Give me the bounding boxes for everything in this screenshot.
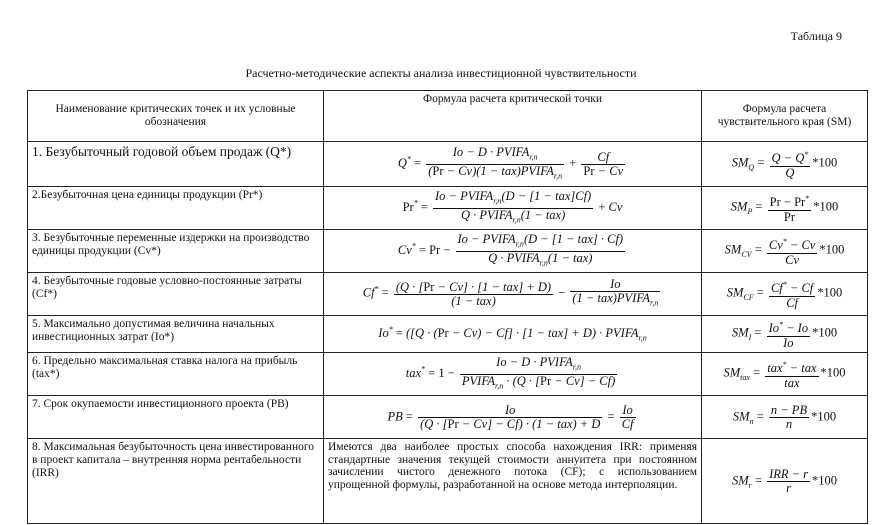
- formula-tax: tax* = 1 − $Io - D \cdot PVIFA_{r,n}$ $PVIFA_{r,n} \cdot (Q \cdot [Pr - Cv] - Cf)$: [324, 353, 702, 396]
- sm-tax: $SM_{tax}$ = tax* − tax tax *100: [702, 353, 868, 396]
- table-row: [28, 439, 868, 524]
- sm-cv: $SM_{CV}$ = $\frac{Cv^* - Cv}{Cv}$ *100: [702, 230, 868, 273]
- header-name: Наименование критических точек и их условные обозначения: [28, 91, 324, 142]
- sm-cf: $SM_{CF}$ = $\frac{Cf^* - Cf}{Cf}$ *100: [702, 273, 868, 316]
- sensitivity-table: [27, 90, 868, 524]
- irr-description: Имеются два наиболее простых способа нахождения IRR: применяя стандартные значения текущей стоимости аннуитета при постоянном зачислении чистого денежного потока (CF); с использованием упрощенной формулы, разработанной на основе метода интерполяции.: [324, 439, 702, 524]
- table-row: [28, 230, 868, 273]
- formula-cv: Cv* = Pr − $Io - PVIFA_{r,n}(D - [1 - tax] \cdot Cf)$ $Q \cdot PVIFA_{r,n}(1 - tax)$: [324, 230, 702, 273]
- table-row: [28, 273, 868, 316]
- row-name: 7. Срок окупаемости инвестиционного проекта (PB): [28, 396, 324, 439]
- header-formula: Формула расчета критической точки: [324, 91, 702, 142]
- table-row: [28, 142, 868, 187]
- row-name: 5. Максимально допустимая величина начальных инвестиционных затрат (Io*): [28, 316, 324, 353]
- formula-pb: PB = Io (Q · [Pr − Cv] − Cf) · (1 − tax) + D = $\frac{Io}{Cf}$: [324, 396, 702, 439]
- row-name: 4. Безубыточные годовые условно-постоянные затраты (Cf*): [28, 273, 324, 316]
- sm-r: $SM_r$ = IRR − r r *100: [702, 439, 868, 524]
- table-number: Таблица 9: [790, 29, 842, 43]
- row-name: 3. Безубыточные переменные издержки на производство единицы продукции (Cv*): [28, 230, 324, 273]
- header-row: [28, 91, 868, 142]
- table-title: Расчетно-методические аспекты анализа инвестиционной чувствительности: [245, 66, 637, 80]
- sm-n: $SM_n$ = $\frac{n - PB}{n}$ *100: [702, 396, 868, 439]
- header-sm: Формула расчета чувствительного края (SM): [702, 91, 868, 142]
- table-row: [28, 187, 868, 230]
- formula-q: Q* = $Io - D \cdot PVIFA_{r,n}$ $(Pr - Cv)(1 - tax)PVIFA_{r,n}$ + $\frac{Cf}{Pr - Cv}$: [324, 142, 702, 187]
- table-row: [28, 316, 868, 353]
- row-name: 2.Безубыточная цена единицы продукции (Pr*): [28, 187, 324, 230]
- row-name: 8. Максимальная безубыточность цена инвестированного в проект капитала – внутренняя норма рентабельности (IRR): [28, 439, 324, 524]
- table-row: [28, 396, 868, 439]
- row-name: 1. Безубыточный годовой объем продаж (Q*): [28, 142, 324, 187]
- sm-io: $SM_I$ = $\frac{Io^* - Io}{Io}$ *100: [702, 316, 868, 353]
- sm-q: $SM_Q$ = $\frac{Q - Q^*}{Q}$ *100: [702, 142, 868, 187]
- formula-cf: Cf* = (Q · [Pr − Cv] · [1 − tax] + D) (1 − tax) − Io $(1 - tax)PVIFA_{r,n}$: [324, 273, 702, 316]
- formula-pr: Pr* = $Io - PVIFA_{r,n}(D - [1 - tax]Cf)$ $Q \cdot PVIFA_{r,n}(1 - tax)$ + Cv: [324, 187, 702, 230]
- table-row: [28, 353, 868, 396]
- row-name: 6. Предельно максимальная ставка налога на прибыль (tax*): [28, 353, 324, 396]
- sm-pr: $SM_P$ = $\frac{Pr - Pr^*}{Pr}$ *100: [702, 187, 868, 230]
- formula-io: $Io^* = ([Q \cdot (Pr - Cv) - Cf] \cdot [1 - tax] + D) \cdot PVIFA_{r,n}$: [324, 316, 702, 353]
